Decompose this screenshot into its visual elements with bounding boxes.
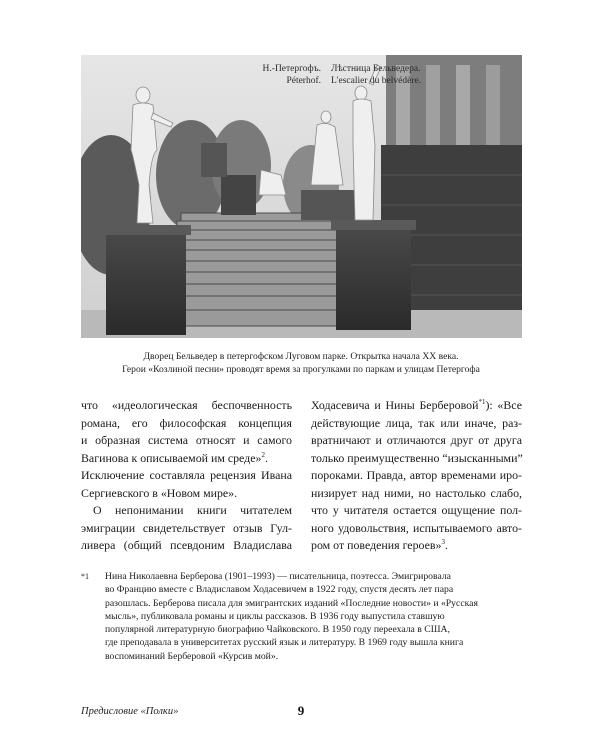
text-line: и образная система относят и самого — [81, 433, 292, 447]
text-line: Вагинова к описываемой им среде»$^2$. — [81, 450, 268, 465]
footnote-mark: *1 — [81, 572, 89, 581]
footnote-ref[interactable]: 2 — [261, 450, 265, 459]
postcard-caption-right-ru: Лѣстница Бельведера. — [331, 64, 421, 74]
footnote-line: воспоминаний Берберовой «Курсив мой». — [105, 650, 279, 662]
postcard-caption-left-ru: Н.-Петергофъ. — [262, 64, 321, 74]
page-number: 9 — [297, 703, 305, 718]
footnote — [81, 570, 521, 663]
postcard-caption — [233, 63, 463, 87]
postcard-caption-left-fr: Péterhof. — [286, 76, 321, 86]
body-text-right-column — [311, 397, 522, 555]
figure-caption-line: Дворец Бельведер в петергофском Луговом парке. Открытка начала XX века. — [143, 351, 459, 362]
footnote-line: Нина Николаевна Берберова (1901–1993) — писательница, поэтесса. Эмигрировала — [105, 571, 451, 582]
text-line: действующие лица, так или иначе, раз- — [311, 415, 522, 430]
body-text-left-column — [81, 397, 292, 555]
text-line: что у читателя остается ощущение пол- — [311, 503, 522, 517]
figure-caption — [82, 350, 520, 376]
text-line: романа, его философская концепция — [81, 415, 292, 430]
text-line: что «идеологическая беспочвенность — [81, 398, 292, 412]
text-line: Ходасевича и Нины Берберовой$^{*1}$): «Все — [311, 398, 522, 412]
postcard-caption-right-fr: L'escalier du belvédère. — [331, 76, 422, 86]
historic-postcard-photo — [81, 55, 522, 338]
footnote-ref[interactable]: *1 — [478, 398, 486, 407]
text-line: вратничают и отличаются друг от друга — [311, 433, 522, 447]
text-line: пороками. Правда, автор временами иро- — [311, 468, 522, 482]
footnote-line: популярной литературную биографию Чайковского. В 1950 году переехала в США, — [105, 624, 450, 636]
text-line: ного удовольствия, испытываемого авто- — [311, 520, 522, 535]
text-line: Сергиевского в «Новом мире». — [81, 485, 238, 500]
footnote-line: разошлась. Берберова писала для эмигрантских изданий «Последние новости» и «Русская — [105, 597, 478, 609]
running-footer: Предисловие «Полки» — [81, 706, 179, 717]
footnote-body — [105, 570, 521, 663]
figure-caption-line: Герои «Козлиной песни» проводят время за прогулками по паркам и улицам Петергофа — [122, 364, 480, 375]
staircase-photo-illustration — [81, 55, 522, 338]
footnote-line: мысль», публиковала романы и циклы рассказов. В 1936 году выпустила ставшую — [105, 610, 445, 622]
footnote-ref[interactable]: 3 — [441, 538, 445, 547]
text-line: ливера (общий псевдоним Владислава — [81, 538, 292, 552]
text-line: Исключение составляла рецензия Ивана — [81, 468, 292, 482]
text-line: эмиграции свидетельствует отзыв Гул- — [81, 520, 292, 535]
footnote-line: где преподавала в университетах русский язык и литературу. В 1969 году вышла книга — [105, 637, 464, 649]
footnote-line: во Францию вместе с Владиславом Ходасевичем в 1922 году, спустя десять лет пара — [105, 584, 454, 596]
text-line: ром от поведения героев»$^3$. — [311, 538, 448, 552]
text-line: только преимущественно “изысканными” — [311, 450, 523, 465]
text-line: О непонимании книги читателем — [93, 503, 292, 517]
text-line: низирует над ними, но настолько слабо, — [311, 485, 522, 500]
